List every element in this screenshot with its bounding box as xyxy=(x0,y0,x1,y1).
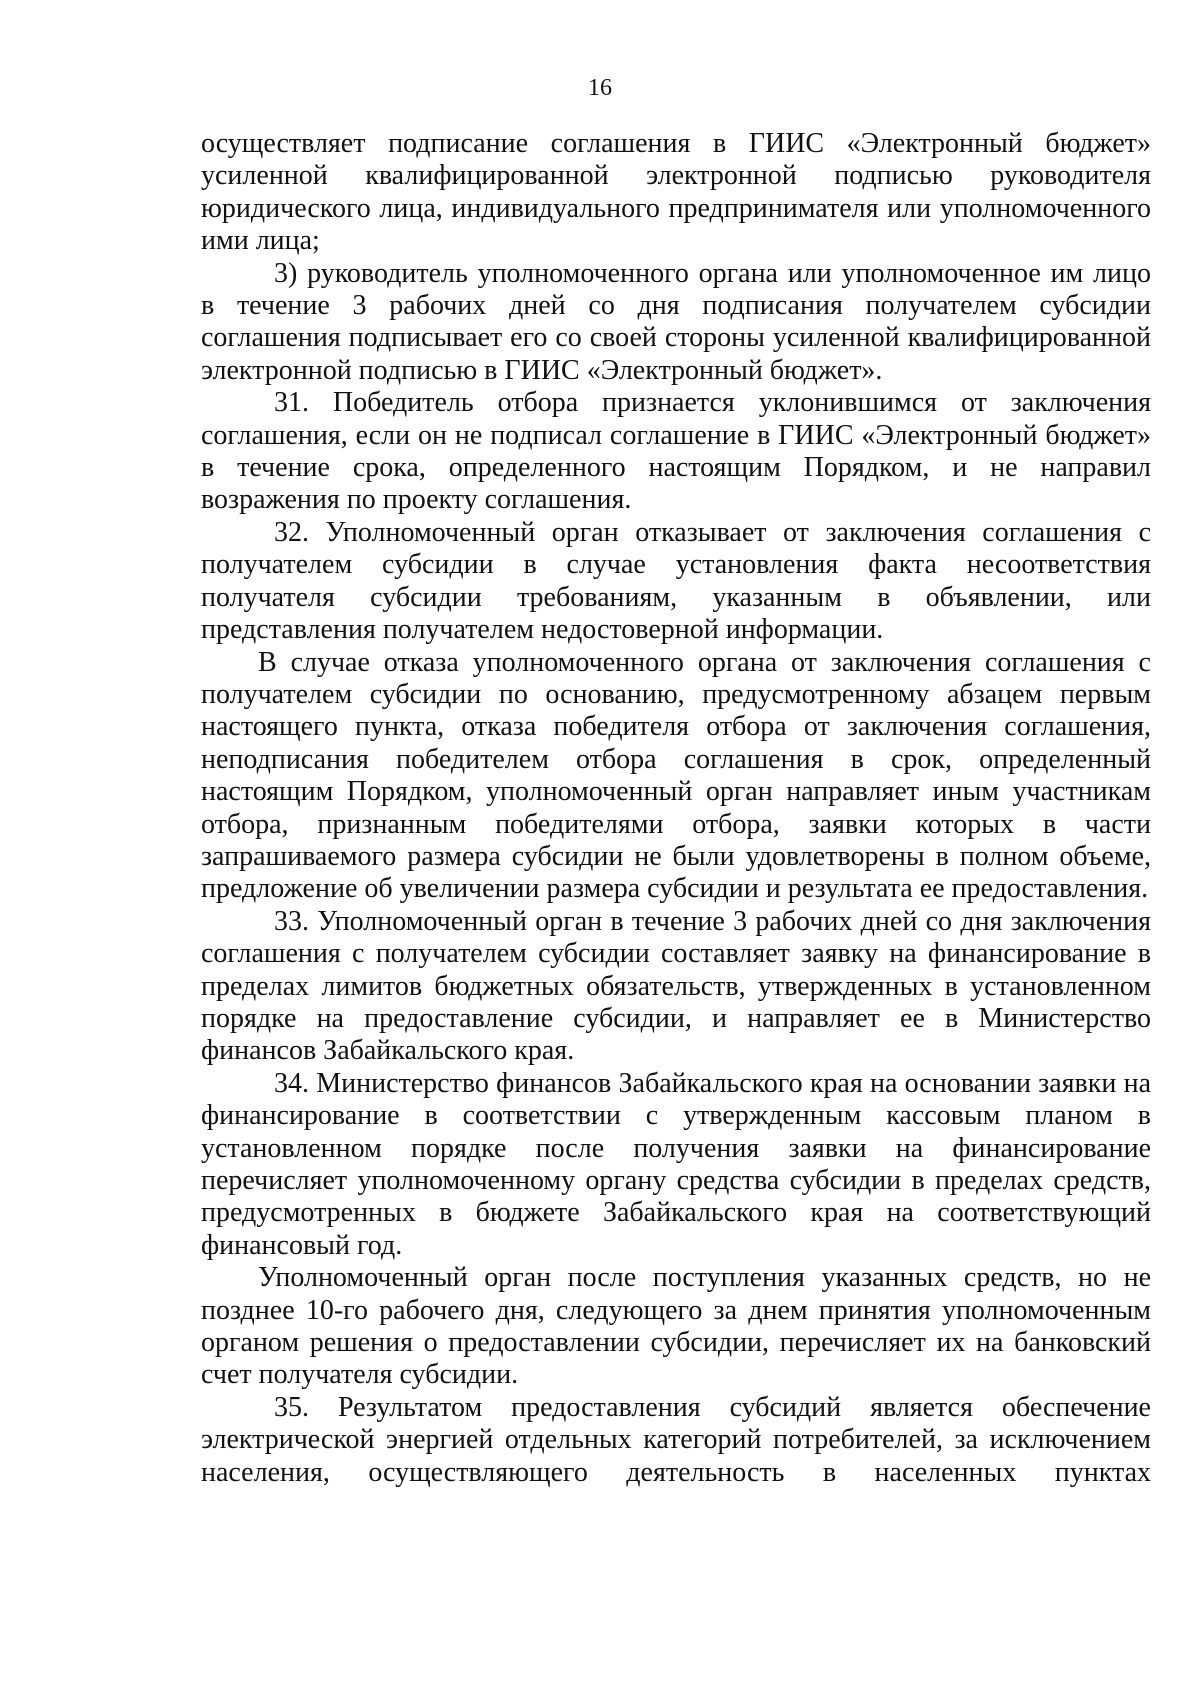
paragraph-6: 33. Уполномоченный орган в течение 3 рабочих дней со дня заключения соглашения с получателем субсидии составляет заявку на финансирование в пределах лимитов бюджетных обязательств, утвержденных в установленном порядке на предоставление субсидии, и направляет ее в Министерство финансов Забайкальского края. xyxy=(201,905,1151,1067)
paragraph-4: 32. Уполномоченный орган отказывает от заключения соглашения с получателем субсидии в случае установления факта несоответствия получателя субсидии требованиям, указанным в объявлении, или представления получателем недостоверной информации. xyxy=(201,516,1151,646)
paragraph-8: Уполномоченный орган после поступления указанных средств, но не позднее 10-го рабочего дня, следующего за днем принятия уполномоченным органом решения о предоставлении субсидии, перечисляет их на банковский счет получателя субсидии. xyxy=(201,1262,1151,1391)
paragraph-9: 35. Результатом предоставления субсидий является обеспечение электрической энергией отдельных категорий потребителей, за исключением населения, осуществляющего деятельность в населенных пунктах xyxy=(201,1391,1151,1488)
paragraph-7: 34. Министерство финансов Забайкальского края на основании заявки на финансирование в соответствии с утвержденным кассовым планом в установленном порядке после получения заявки на финансирование перечисляет уполномоченному органу средства субсидии в пределах средств, предусмотренных в бюджете Забайкальского края на соответствующий финансовый год. xyxy=(201,1067,1151,1261)
paragraph-5: В случае отказа уполномоченного органа от заключения соглашения с получателем субсидии по основанию, предусмотренному абзацем первым настоящего пункта, отказа победителя отбора от заключения соглашения, неподписания победителем отбора соглашения в срок, определенный настоящим Порядком, уполномоченный орган направляет иным участникам отбора, признанным победителями отбора, заявки которых в части запрашиваемого размера субсидии не были удовлетворены в полном объеме, предложение об увеличении размера субсидии и результата ее предоставления. xyxy=(201,646,1151,905)
paragraph-1: осуществляет подписание соглашения в ГИИС «Электронный бюджет» усиленной квалифицированной электронной подписью руководителя юридического лица, индивидуального предпринимателя или уполномоченного ими лица; xyxy=(201,128,1151,257)
document-body xyxy=(201,128,1151,1489)
page-number: 16 xyxy=(588,75,612,101)
paragraph-2: 3) руководитель уполномоченного органа или уполномоченное им лицо в течение 3 рабочих дней со дня подписания получателем субсидии соглашения подписывает его со своей стороны усиленной квалифицированной электронной подписью в ГИИС «Электронный бюджет». xyxy=(201,257,1151,386)
paragraph-3: 31. Победитель отбора признается уклонившимся от заключения соглашения, если он не подписал соглашение в ГИИС «Электронный бюджет» в течение срока, определенного настоящим Порядком, и не направил возражения по проекту соглашения. xyxy=(201,387,1151,516)
